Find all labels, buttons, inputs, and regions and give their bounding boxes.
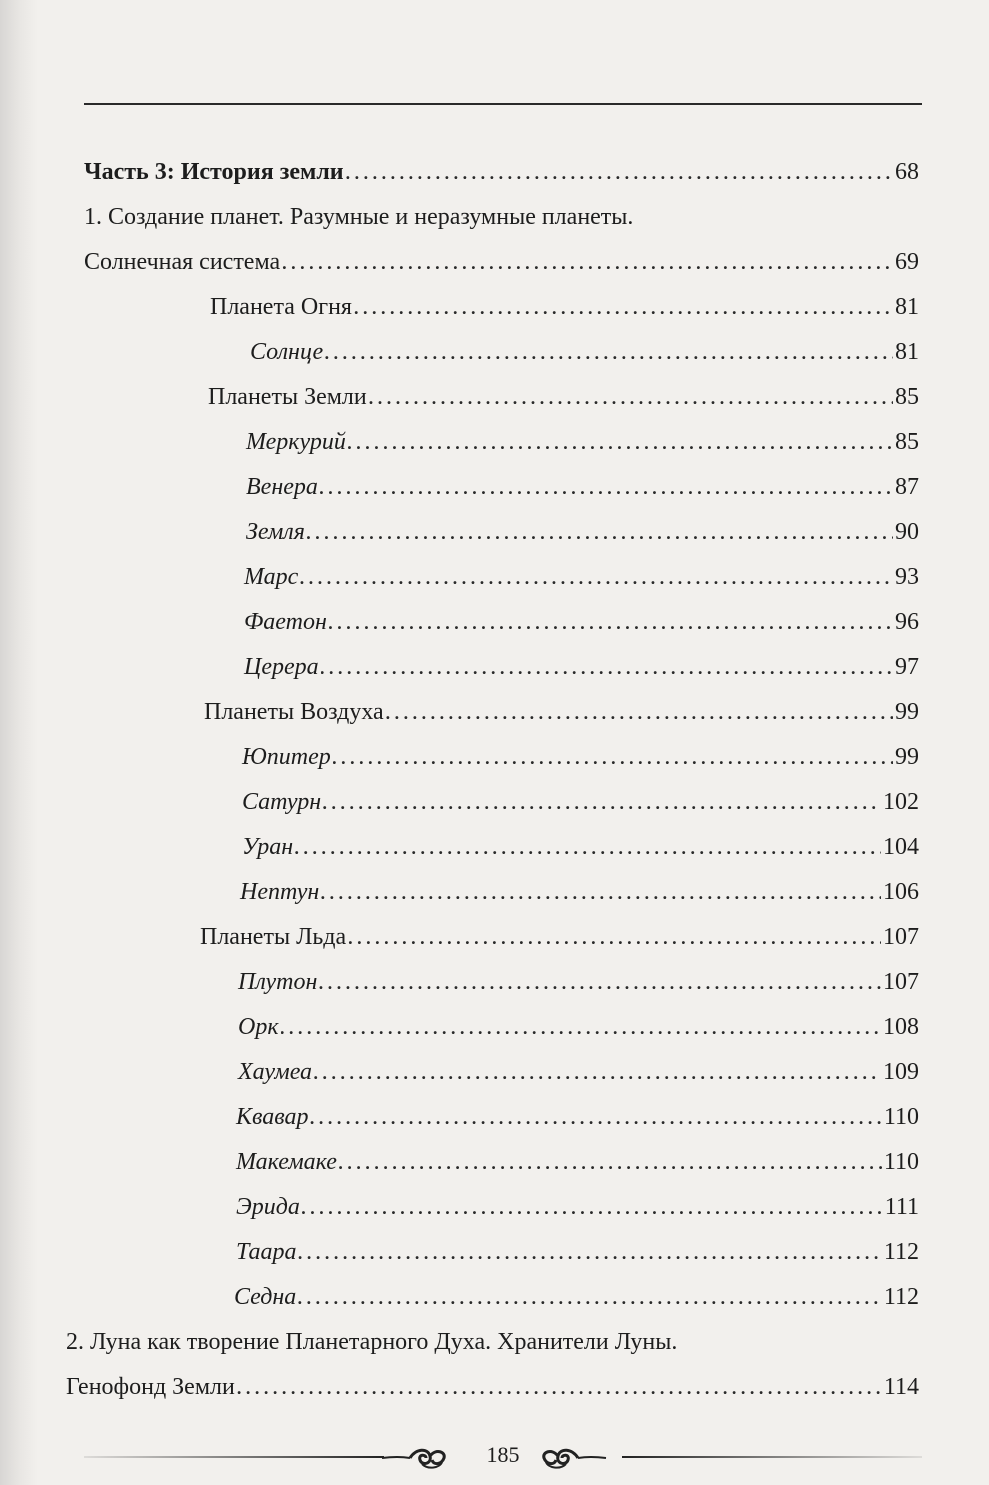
toc-entry-pluto[interactable] bbox=[238, 967, 919, 997]
toc-entry-page: 108 bbox=[883, 1014, 919, 1040]
toc-entry-page: 109 bbox=[883, 1059, 919, 1085]
toc-entry-page: 111 bbox=[884, 1194, 919, 1220]
toc-entry-part3[interactable] bbox=[84, 157, 919, 187]
toc-entry-page: 69 bbox=[895, 249, 919, 275]
toc-entry-title: Солнце bbox=[250, 339, 324, 365]
dot-leader bbox=[300, 562, 893, 593]
toc-entry-page: 102 bbox=[883, 789, 919, 815]
dot-leader bbox=[310, 1102, 881, 1133]
dot-leader bbox=[348, 427, 893, 458]
toc-entry-eris[interactable] bbox=[236, 1192, 919, 1222]
toc-entry-page: 110 bbox=[883, 1104, 919, 1130]
toc-entry-title: Планета Огня bbox=[210, 294, 352, 320]
toc-entry-saturn[interactable] bbox=[242, 787, 919, 817]
toc-entry-title: Церера bbox=[244, 654, 319, 680]
toc-entry-air-planets[interactable] bbox=[204, 697, 919, 727]
dot-leader bbox=[321, 652, 893, 683]
toc-chapter2-heading[interactable]: 2. Луна как творение Планетарного Духа. Хранители Луны. bbox=[66, 1329, 678, 1355]
dot-leader bbox=[320, 472, 893, 503]
toc-entry-makemake[interactable] bbox=[236, 1147, 919, 1177]
toc-entry-jupiter[interactable] bbox=[242, 742, 919, 772]
toc-entry-quaoar[interactable] bbox=[236, 1102, 919, 1132]
toc-entry-page: 112 bbox=[883, 1239, 919, 1265]
toc-entry-title: Генофонд Земли bbox=[66, 1374, 235, 1400]
toc-entry-page: 99 bbox=[895, 699, 919, 725]
toc-entry-title: Планеты Земли bbox=[208, 384, 367, 410]
page-number: 185 bbox=[486, 1442, 520, 1467]
dot-leader bbox=[282, 247, 893, 278]
dot-leader bbox=[237, 1372, 882, 1403]
dot-leader bbox=[281, 1012, 881, 1043]
dot-leader bbox=[319, 967, 881, 998]
toc-entry-title: Таара bbox=[236, 1239, 297, 1265]
toc-entry-page: 81 bbox=[895, 294, 919, 320]
footer-rule-left bbox=[84, 1456, 384, 1458]
footer-rule-right bbox=[622, 1456, 922, 1458]
toc-entry-sedna[interactable] bbox=[234, 1282, 919, 1312]
page-gutter-shadow bbox=[0, 0, 38, 1485]
page-footer bbox=[84, 1440, 922, 1474]
dot-leader bbox=[329, 607, 893, 638]
toc-entry-solar-system[interactable] bbox=[84, 247, 919, 277]
toc-entry-phaeton[interactable] bbox=[244, 607, 919, 637]
toc-entry-page: 112 bbox=[883, 1284, 919, 1310]
toc-entry-title: Венера bbox=[246, 474, 318, 500]
dot-leader bbox=[325, 337, 893, 368]
toc-entry-page: 107 bbox=[883, 924, 919, 950]
toc-entry-title: Макемаке bbox=[236, 1149, 337, 1175]
dot-leader bbox=[346, 157, 893, 188]
toc-entry-neptune[interactable] bbox=[240, 877, 919, 907]
toc-entry-title: Седна bbox=[234, 1284, 297, 1310]
toc-entry-page: 99 bbox=[895, 744, 919, 770]
toc-entry-title: Орк bbox=[238, 1014, 279, 1040]
toc-entry-haumea[interactable] bbox=[238, 1057, 919, 1087]
dot-leader bbox=[333, 742, 893, 773]
header-rule bbox=[84, 103, 922, 105]
toc-entry-orcus[interactable] bbox=[238, 1012, 919, 1042]
toc-entry-title: Сатурн bbox=[242, 789, 322, 815]
toc-entry-uranus[interactable] bbox=[242, 832, 919, 862]
toc-chapter1-heading[interactable]: 1. Создание планет. Разумные и неразумные планеты. bbox=[84, 204, 634, 230]
toc-entry-page: 93 bbox=[895, 564, 919, 590]
toc-entry-title: Фаетон bbox=[244, 609, 327, 635]
toc-entry-title: Планеты Воздуха bbox=[204, 699, 384, 725]
toc-entry-title: Планеты Льда bbox=[200, 924, 347, 950]
toc-entry-title: Марс bbox=[244, 564, 299, 590]
toc-entry-page: 107 bbox=[883, 969, 919, 995]
dot-leader bbox=[348, 922, 881, 953]
dot-leader bbox=[323, 787, 881, 818]
toc-entry-mars[interactable] bbox=[244, 562, 919, 592]
toc-entry-page: 97 bbox=[895, 654, 919, 680]
toc-entry-page: 104 bbox=[883, 834, 919, 860]
dot-leader bbox=[354, 292, 893, 323]
toc-entry-page: 90 bbox=[895, 519, 919, 545]
toc-entry-title: Эрида bbox=[236, 1194, 300, 1220]
toc-entry-page: 114 bbox=[883, 1374, 919, 1400]
toc-entry-title: Меркурий bbox=[246, 429, 346, 455]
toc-entry-ice-planets[interactable] bbox=[200, 922, 919, 952]
dot-leader bbox=[307, 517, 893, 548]
toc-entry-title: Квавар bbox=[236, 1104, 309, 1130]
dot-leader bbox=[321, 877, 881, 908]
toc-entry-title: Юпитер bbox=[242, 744, 331, 770]
dot-leader bbox=[339, 1147, 882, 1178]
toc-entry-fire-planet[interactable] bbox=[210, 292, 919, 322]
toc-entry-title: Нептун bbox=[240, 879, 320, 905]
toc-entry-title: Уран bbox=[242, 834, 294, 860]
dot-leader bbox=[302, 1192, 883, 1223]
dot-leader bbox=[386, 697, 893, 728]
toc-entry-gene-pool[interactable] bbox=[66, 1372, 919, 1402]
toc-entry-title: Земля bbox=[246, 519, 305, 545]
toc-entry-ceres[interactable] bbox=[244, 652, 919, 682]
toc-entry-taara[interactable] bbox=[236, 1237, 919, 1267]
dot-leader bbox=[298, 1237, 881, 1268]
toc-entry-title: Плутон bbox=[238, 969, 318, 995]
toc-entry-venus[interactable] bbox=[246, 472, 919, 502]
dot-leader bbox=[295, 832, 881, 863]
toc-entry-page: 110 bbox=[883, 1149, 919, 1175]
toc-entry-page: 85 bbox=[895, 384, 919, 410]
toc-entry-page: 85 bbox=[895, 429, 919, 455]
toc-entry-page: 68 bbox=[895, 159, 919, 185]
toc-entry-earth-planets[interactable] bbox=[208, 382, 919, 412]
toc-entry-page: 96 bbox=[895, 609, 919, 635]
toc-entry-title: Солнечная система bbox=[84, 249, 281, 275]
toc-entry-page: 87 bbox=[895, 474, 919, 500]
toc-entry-earth[interactable] bbox=[246, 517, 919, 547]
toc-entry-title: Хаумеа bbox=[238, 1059, 313, 1085]
dot-leader bbox=[314, 1057, 881, 1088]
toc-entry-page: 106 bbox=[883, 879, 919, 905]
dot-leader bbox=[369, 382, 893, 413]
ornament-left-icon bbox=[380, 1444, 450, 1472]
dot-leader bbox=[298, 1282, 882, 1313]
toc-entry-title: Часть 3: История земли bbox=[84, 159, 344, 185]
toc-entry-sun[interactable] bbox=[250, 337, 919, 367]
ornament-right-icon bbox=[538, 1444, 608, 1472]
toc-entry-page: 81 bbox=[895, 339, 919, 365]
toc-entry-mercury[interactable] bbox=[246, 427, 919, 457]
